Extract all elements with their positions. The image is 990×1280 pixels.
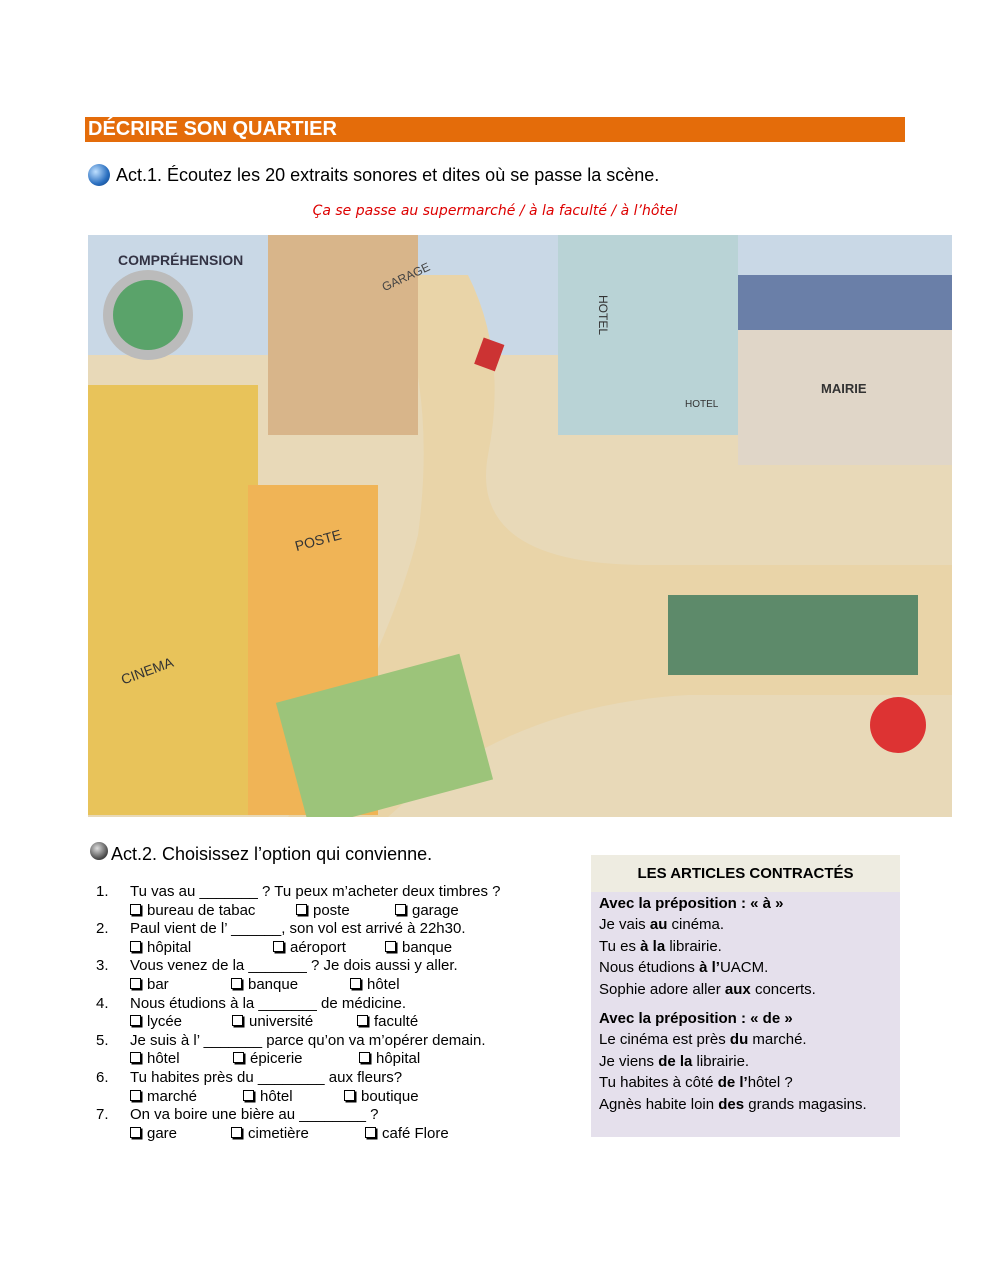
- checkbox-icon[interactable]: [231, 978, 242, 989]
- option-checkbox[interactable]: [344, 1088, 419, 1107]
- checkbox-icon[interactable]: [385, 941, 396, 952]
- contracted-article: de l’: [717, 1074, 748, 1092]
- sentence-start: Agnès habite loin: [599, 1095, 719, 1113]
- option-checkbox[interactable]: [130, 1050, 180, 1069]
- checkbox-icon[interactable]: [232, 1015, 243, 1026]
- option-label: marché: [147, 1087, 198, 1105]
- checkbox-icon[interactable]: [130, 1127, 141, 1138]
- question-options: [130, 902, 501, 921]
- garage-sign: GARAGE: [379, 259, 433, 295]
- sentence-end: cinéma.: [667, 916, 725, 933]
- question-2: [96, 920, 501, 939]
- sentence-end: librairie.: [692, 1052, 750, 1070]
- option-checkbox[interactable]: [130, 976, 169, 995]
- section-title: DÉCRIRE SON QUARTIER: [85, 117, 905, 142]
- option-checkbox[interactable]: [357, 1013, 418, 1032]
- sentence-start: Tu es: [599, 937, 641, 955]
- sentence-end: librairie.: [665, 937, 722, 955]
- mairie-sign: MAIRIE: [821, 381, 867, 396]
- sentence-end: hôtel ?: [747, 1074, 793, 1092]
- question-options: [130, 976, 501, 995]
- question-number: 1.: [96, 883, 109, 900]
- hotel-door-sign: HOTEL: [685, 399, 719, 410]
- contracted-article: à l’: [699, 959, 720, 977]
- checkbox-icon[interactable]: [365, 1127, 376, 1138]
- contracted-article: des: [718, 1095, 745, 1113]
- neighborhood-illustration: [88, 235, 952, 817]
- question-list: [96, 883, 501, 1143]
- activity-1-instruction: Act.1. Écoutez les 20 extraits sonores et dites où se passe la scène.: [116, 164, 660, 185]
- option-label: hôtel: [367, 975, 400, 993]
- question-options: [130, 1013, 501, 1032]
- question-3: [96, 957, 501, 976]
- grammar-section: [591, 1009, 900, 1116]
- question-6: [96, 1069, 501, 1088]
- cd-icon: [90, 842, 108, 860]
- example-sentence: [599, 936, 900, 958]
- grammar-section-title: Avec la préposition : « de »: [599, 1009, 793, 1027]
- checkbox-icon[interactable]: [359, 1052, 370, 1063]
- example-sentence: [599, 914, 900, 936]
- example-sentence: [599, 1029, 900, 1051]
- example-sentence: [599, 1051, 900, 1073]
- checkbox-icon[interactable]: [344, 1090, 355, 1101]
- activity-2-instruction: Act.2. Choisissez l’option qui convienne.: [111, 844, 433, 864]
- option-label: bar: [147, 975, 169, 993]
- checkbox-icon[interactable]: [130, 978, 141, 989]
- option-checkbox[interactable]: [273, 939, 346, 958]
- question-options: [130, 1050, 501, 1069]
- question-number: 3.: [96, 957, 109, 975]
- option-checkbox[interactable]: [350, 976, 400, 995]
- question-text: On va boire une bière au ________ ?: [130, 1106, 379, 1124]
- option-label: garage: [412, 901, 459, 919]
- option-label: épicerie: [250, 1050, 303, 1068]
- sentence-start: Sophie adore aller: [599, 981, 725, 999]
- cinema-sign: CINEMA: [118, 653, 176, 688]
- sentence-end: concerts.: [750, 981, 816, 999]
- checkbox-icon[interactable]: [273, 941, 284, 952]
- globe-icon: [88, 164, 110, 186]
- checkbox-icon[interactable]: [130, 904, 141, 915]
- option-label: lycée: [147, 1013, 183, 1031]
- option-checkbox[interactable]: [130, 939, 191, 958]
- option-checkbox[interactable]: [232, 1013, 313, 1032]
- option-checkbox[interactable]: [233, 1050, 303, 1069]
- contracted-article: aux: [724, 981, 751, 999]
- option-label: hôpital: [147, 938, 192, 956]
- question-7: [96, 1106, 501, 1125]
- option-checkbox[interactable]: [130, 902, 255, 921]
- option-label: hôtel: [147, 1050, 180, 1068]
- option-label: hôpital: [376, 1050, 421, 1068]
- question-text: Paul vient de l’ ______, son vol est arrivé à 22h30.: [130, 920, 466, 938]
- activity-1: [88, 164, 659, 186]
- checkbox-icon[interactable]: [395, 904, 406, 915]
- option-checkbox[interactable]: [231, 1125, 309, 1144]
- activity-2: [90, 844, 432, 865]
- option-label: gare: [147, 1124, 178, 1142]
- checkbox-icon[interactable]: [233, 1052, 244, 1063]
- question-number: 6.: [96, 1068, 109, 1086]
- sentence-end: UACM.: [719, 959, 769, 977]
- option-checkbox[interactable]: [296, 902, 350, 921]
- checkbox-icon[interactable]: [350, 978, 361, 989]
- question-number: 7.: [96, 1106, 109, 1124]
- sentence-start: Tu habites à côté: [599, 1074, 718, 1092]
- example-sentence: [599, 1094, 900, 1116]
- sentence-end: grands magasins.: [744, 1095, 867, 1113]
- contracted-article: à la: [640, 937, 666, 955]
- question-4: [96, 995, 501, 1014]
- checkbox-icon[interactable]: [130, 1015, 141, 1026]
- question-text: Je suis à l’ _______ parce qu’on va m’opérer demain.: [130, 1031, 486, 1049]
- sentence-start: Nous étudions: [599, 959, 700, 977]
- option-checkbox[interactable]: [359, 1050, 420, 1069]
- example-sentence: [599, 1072, 900, 1094]
- option-checkbox[interactable]: [243, 1088, 293, 1107]
- option-label: café Flore: [382, 1124, 449, 1142]
- option-label: poste: [313, 901, 350, 919]
- question-text: Tu habites près du ________ aux fleurs?: [130, 1068, 403, 1086]
- checkbox-icon[interactable]: [357, 1015, 368, 1026]
- option-checkbox[interactable]: [365, 1125, 449, 1144]
- option-label: faculté: [374, 1013, 419, 1031]
- question-number: 2.: [96, 920, 109, 938]
- option-label: bureau de tabac: [147, 901, 256, 919]
- sentence-start: Je viens: [599, 1052, 659, 1070]
- contracted-article: du: [729, 1030, 749, 1048]
- checkbox-icon[interactable]: [130, 1090, 141, 1101]
- question-text: Tu vas au _______ ? Tu peux m’acheter deux timbres ?: [130, 883, 501, 900]
- question-number: 4.: [96, 994, 109, 1012]
- checkbox-icon[interactable]: [231, 1127, 242, 1138]
- option-checkbox[interactable]: [130, 1013, 182, 1032]
- example-sentence: [599, 979, 900, 1001]
- grammar-section-title: Avec la préposition : « à »: [599, 895, 784, 912]
- option-label: banque: [248, 975, 299, 993]
- question-1: [96, 883, 501, 902]
- option-checkbox[interactable]: [130, 1088, 197, 1107]
- sentence-start: Le cinéma est près: [599, 1030, 730, 1048]
- option-checkbox[interactable]: [231, 976, 298, 995]
- example-sentence: [599, 957, 900, 979]
- hotel-sign: HOTEL: [596, 295, 610, 336]
- option-label: hôtel: [260, 1087, 293, 1105]
- question-5: [96, 1032, 501, 1051]
- comprehension-badge-label: COMPRÉHENSION: [118, 252, 244, 268]
- grammar-section: [591, 894, 900, 1001]
- option-label: aéroport: [290, 938, 346, 956]
- question-options: [130, 1088, 501, 1107]
- grammar-box-title: LES ARTICLES CONTRACTÉS: [591, 855, 900, 892]
- option-label: boutique: [361, 1087, 419, 1105]
- option-label: banque: [402, 938, 453, 956]
- checkbox-icon[interactable]: [130, 1052, 141, 1063]
- poste-sign: POSTE: [293, 526, 344, 555]
- option-label: cimetière: [248, 1124, 309, 1142]
- option-checkbox[interactable]: [385, 939, 452, 958]
- grammar-box: [591, 855, 900, 1137]
- question-text: Vous venez de la _______ ? Je dois aussi y aller.: [130, 957, 458, 975]
- checkbox-icon[interactable]: [296, 904, 307, 915]
- activity-1-example: Ça se passe au supermarché / à la faculté / à l’hôtel: [312, 203, 678, 219]
- question-options: [130, 1125, 501, 1144]
- option-checkbox[interactable]: [130, 1125, 177, 1144]
- question-options: [130, 939, 501, 958]
- sentence-start: Je vais: [599, 916, 650, 933]
- question-text: Nous étudions à la _______ de médicine.: [130, 994, 407, 1012]
- contracted-article: de la: [658, 1052, 693, 1070]
- question-number: 5.: [96, 1031, 109, 1049]
- sentence-end: marché.: [748, 1030, 807, 1048]
- checkbox-icon[interactable]: [243, 1090, 254, 1101]
- option-checkbox[interactable]: [395, 902, 459, 921]
- checkbox-icon[interactable]: [130, 941, 141, 952]
- contracted-article: au: [649, 916, 668, 933]
- option-label: université: [249, 1013, 314, 1031]
